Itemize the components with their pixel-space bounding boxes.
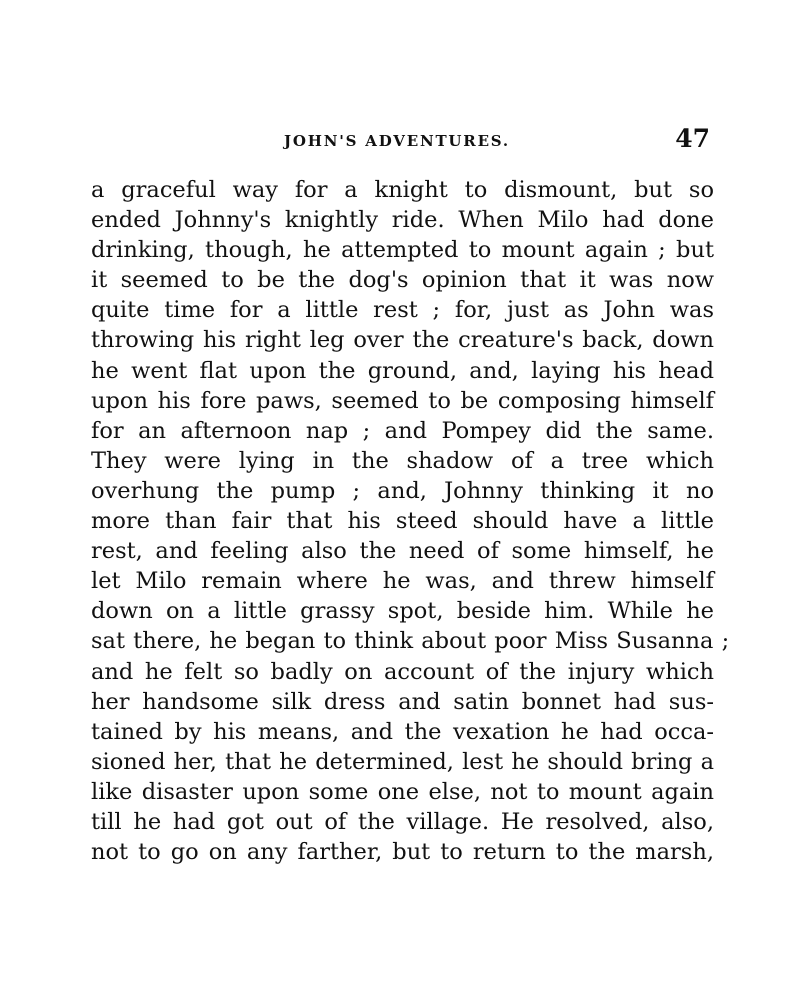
text-line: They were lying in the shadow of a tree which (91, 447, 714, 474)
text-line: rest, and feeling also the need of some himself, he (91, 538, 714, 565)
body-text (91, 175, 730, 867)
text-line: drinking, though, he attempted to mount again ; but (91, 237, 714, 264)
text-line: for an afternoon nap ; and Pompey did the same. (91, 417, 714, 444)
text-line: upon his fore paws, seemed to be composing himself (91, 387, 714, 414)
text-line: it seemed to be the dog's opinion that it was now (91, 267, 714, 294)
running-head (96, 124, 718, 156)
running-title: JOHN'S ADVENTURES. (284, 132, 510, 150)
text-line: ended Johnny's knightly ride. When Milo had done (91, 207, 714, 234)
text-line: like disaster upon some one else, not to mount again (91, 778, 714, 805)
text-line: let Milo remain where he was, and threw himself (91, 568, 714, 595)
text-line: a graceful way for a knight to dismount, but so (91, 177, 714, 203)
page-number: 47 (675, 124, 710, 153)
text-line: throwing his right leg over the creature's back, down (91, 327, 714, 354)
text-line: her handsome silk dress and satin bonnet had sus- (91, 688, 714, 715)
text-line: not to go on any farther, but to return to the marsh, (91, 839, 714, 866)
text-line: more than fair that his steed should have a little (91, 508, 714, 535)
text-line: quite time for a little rest ; for, just as John was (91, 297, 714, 324)
text-line: overhung the pump ; and, Johnny thinking it no (91, 477, 714, 504)
text-line: tained by his means, and the vexation he had occa- (91, 718, 714, 745)
text-line: he went flat upon the ground, and, laying his head (91, 357, 714, 384)
text-line: sat there, he began to think about poor Miss Susanna ; (91, 628, 730, 655)
text-line: sioned her, that he determined, lest he should bring a (91, 748, 714, 775)
text-line: down on a little grassy spot, beside him. While he (91, 598, 714, 625)
text-line: and he felt so badly on account of the injury which (91, 658, 714, 685)
text-line: till he had got out of the village. He resolved, also, (91, 808, 714, 835)
